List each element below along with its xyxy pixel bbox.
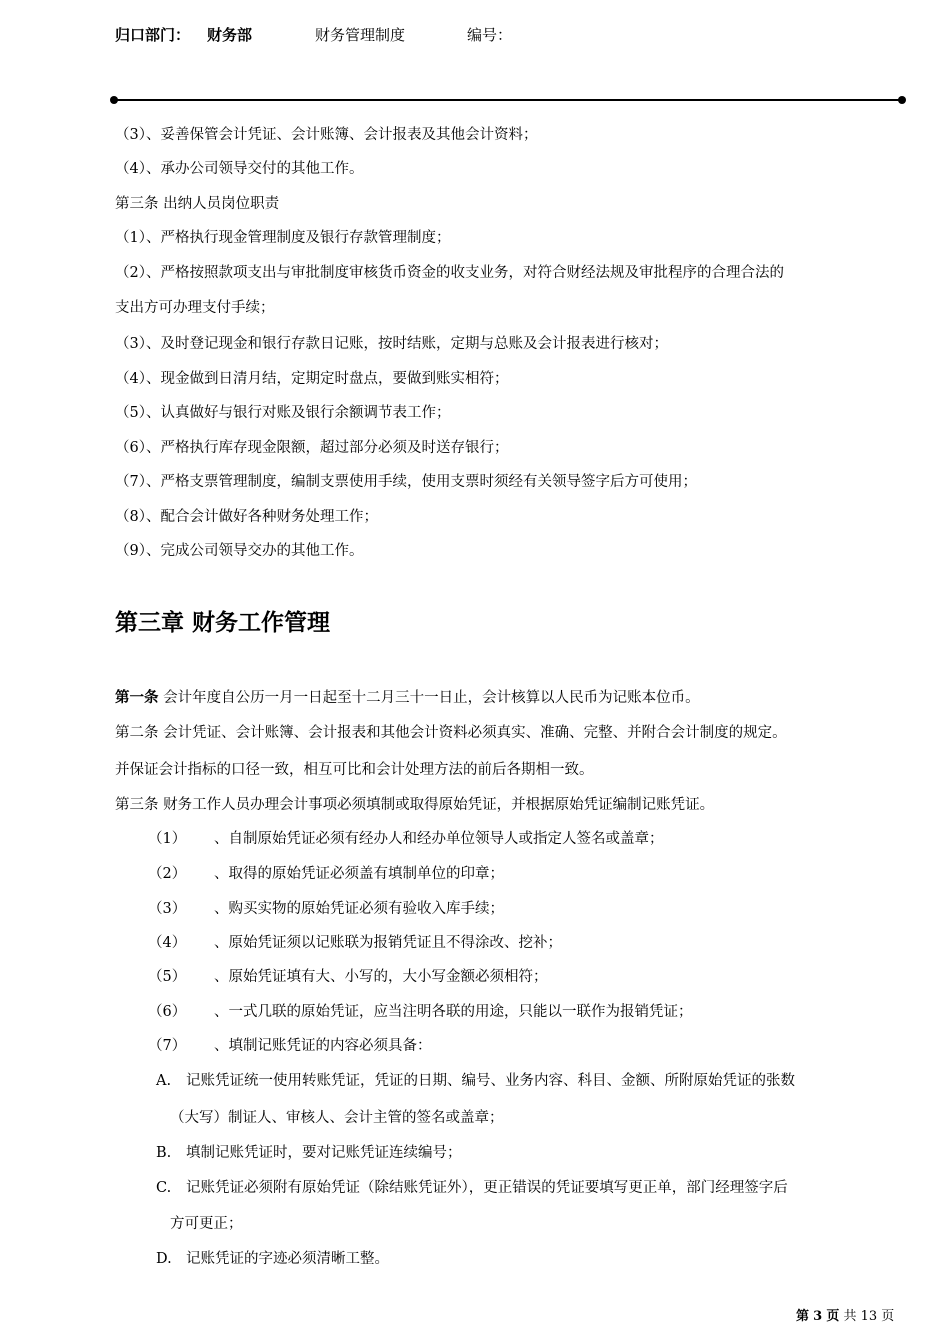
page-total: 共 13 页 <box>843 1309 895 1324</box>
page-prefix: 第 <box>796 1309 810 1324</box>
article-3: 第三条 财务工作人员办理会计事项必须填制或取得原始凭证，并根据原始凭证编制记账凭证。 <box>115 797 715 813</box>
article-1-text: 会计年度自公历一月一日起至十二月三十一日止，会计核算以人民币为记账本位币。 <box>158 690 700 706</box>
alpha-item-text: 记账凭证必须附有原始凭证（除结账凭证外），更正错误的凭证要填写更正单，部门经理签字后 <box>186 1180 788 1196</box>
chapter-heading: 第三章 财务工作管理 <box>115 610 331 636</box>
page-suffix: 页 <box>826 1309 840 1324</box>
duty-line: （9）、完成公司领导交办的其他工作。 <box>115 543 364 559</box>
article-2-line-1: 第二条 会计凭证、会计账簿、会计报表和其他会计资料必须真实、准确、完整、并附合会计制度的规定。 <box>115 725 787 741</box>
alpha-item-text-continued: 方可更正； <box>170 1216 243 1232</box>
duty-line-continued: 支出方可办理支付手续； <box>115 300 275 316</box>
sub-item-number: （5） <box>148 969 187 985</box>
sub-item-number: （2） <box>148 866 187 882</box>
alpha-item-letter: A. <box>156 1073 172 1089</box>
sub-item-text: 、自制原始凭证必须有经办人和经办单位领导人或指定人签名或盖章； <box>214 831 664 847</box>
alpha-item-letter: B. <box>156 1145 172 1161</box>
article-2-line-2: 并保证会计指标的口径一致，相互可比和会计处理方法的前后各期相一致。 <box>115 762 594 778</box>
alpha-item-text-continued: （大写）制证人、审核人、会计主管的签名或盖章； <box>170 1110 504 1126</box>
duty-line: （3）、及时登记现金和银行存款日记账，按时结账，定期与总账及会计报表进行核对； <box>115 336 668 352</box>
header-divider <box>114 99 902 101</box>
sub-item-number: （6） <box>148 1004 187 1020</box>
department-value: 财务部 <box>207 26 253 44</box>
alpha-item-text: 记账凭证统一使用转账凭证，凭证的日期、编号、业务内容、科目、金额、所附原始凭证的张数 <box>186 1073 795 1089</box>
sub-item-number: （3） <box>148 901 187 917</box>
duty-line: （2）、严格按照款项支出与审批制度审核货币资金的收支业务，对符合财经法规及审批程序的合理合法的 <box>115 265 784 281</box>
duty-line: （4）、现金做到日清月结，定期定时盘点，要做到账实相符； <box>115 371 509 387</box>
duty-line: （6）、严格执行库存现金限额，超过部分必须及时送存银行； <box>115 440 509 456</box>
department-label: 归口部门： <box>115 26 191 44</box>
alpha-item-text: 记账凭证的字迹必须清晰工整。 <box>186 1251 389 1267</box>
sub-item-text: 、一式几联的原始凭证，应当注明各联的用途，只能以一联作为报销凭证； <box>214 1004 693 1020</box>
sub-item-number: （1） <box>148 831 187 847</box>
page-footer <box>796 1305 894 1324</box>
alpha-item-letter: C. <box>156 1180 172 1196</box>
duty-line: （3）、妥善保管会计凭证、会计账簿、会计报表及其他会计资料； <box>115 127 538 143</box>
duty-line: （5）、认真做好与银行对账及银行余额调节表工作； <box>115 405 451 421</box>
sub-item-text: 、取得的原始凭证必须盖有填制单位的印章； <box>214 866 504 882</box>
article-1 <box>115 688 700 708</box>
duty-line: （4）、承办公司领导交付的其他工作。 <box>115 161 364 177</box>
article-heading: 第三条 出纳人员岗位职责 <box>115 196 280 212</box>
divider-right-dot <box>898 96 906 104</box>
article-1-label: 第一条 <box>115 689 159 706</box>
document-title: 财务管理制度 <box>315 26 406 44</box>
page-current: 3 <box>813 1309 823 1324</box>
sub-item-text: 、原始凭证填有大、小写的，大小写金额必须相符； <box>214 969 548 985</box>
duty-line: （7）、严格支票管理制度，编制支票使用手续，使用支票时须经有关领导签字后方可使用； <box>115 474 697 490</box>
sub-item-text: 、原始凭证须以记账联为报销凭证且不得涂改、挖补； <box>214 935 562 951</box>
sub-item-text: 、购买实物的原始凭证必须有验收入库手续； <box>214 901 504 917</box>
divider-left-dot <box>110 96 118 104</box>
sub-item-text: 、填制记账凭证的内容必须具备： <box>214 1038 432 1054</box>
sub-item-number: （4） <box>148 935 187 951</box>
alpha-item-text: 填制记账凭证时，要对记账凭证连续编号； <box>186 1145 462 1161</box>
document-number-label: 编号： <box>467 26 513 44</box>
duty-line: （8）、配合会计做好各种财务处理工作； <box>115 509 378 525</box>
alpha-item-letter: D. <box>156 1251 172 1267</box>
sub-item-number: （7） <box>148 1038 187 1054</box>
duty-line: （1）、严格执行现金管理制度及银行存款管理制度； <box>115 230 451 246</box>
